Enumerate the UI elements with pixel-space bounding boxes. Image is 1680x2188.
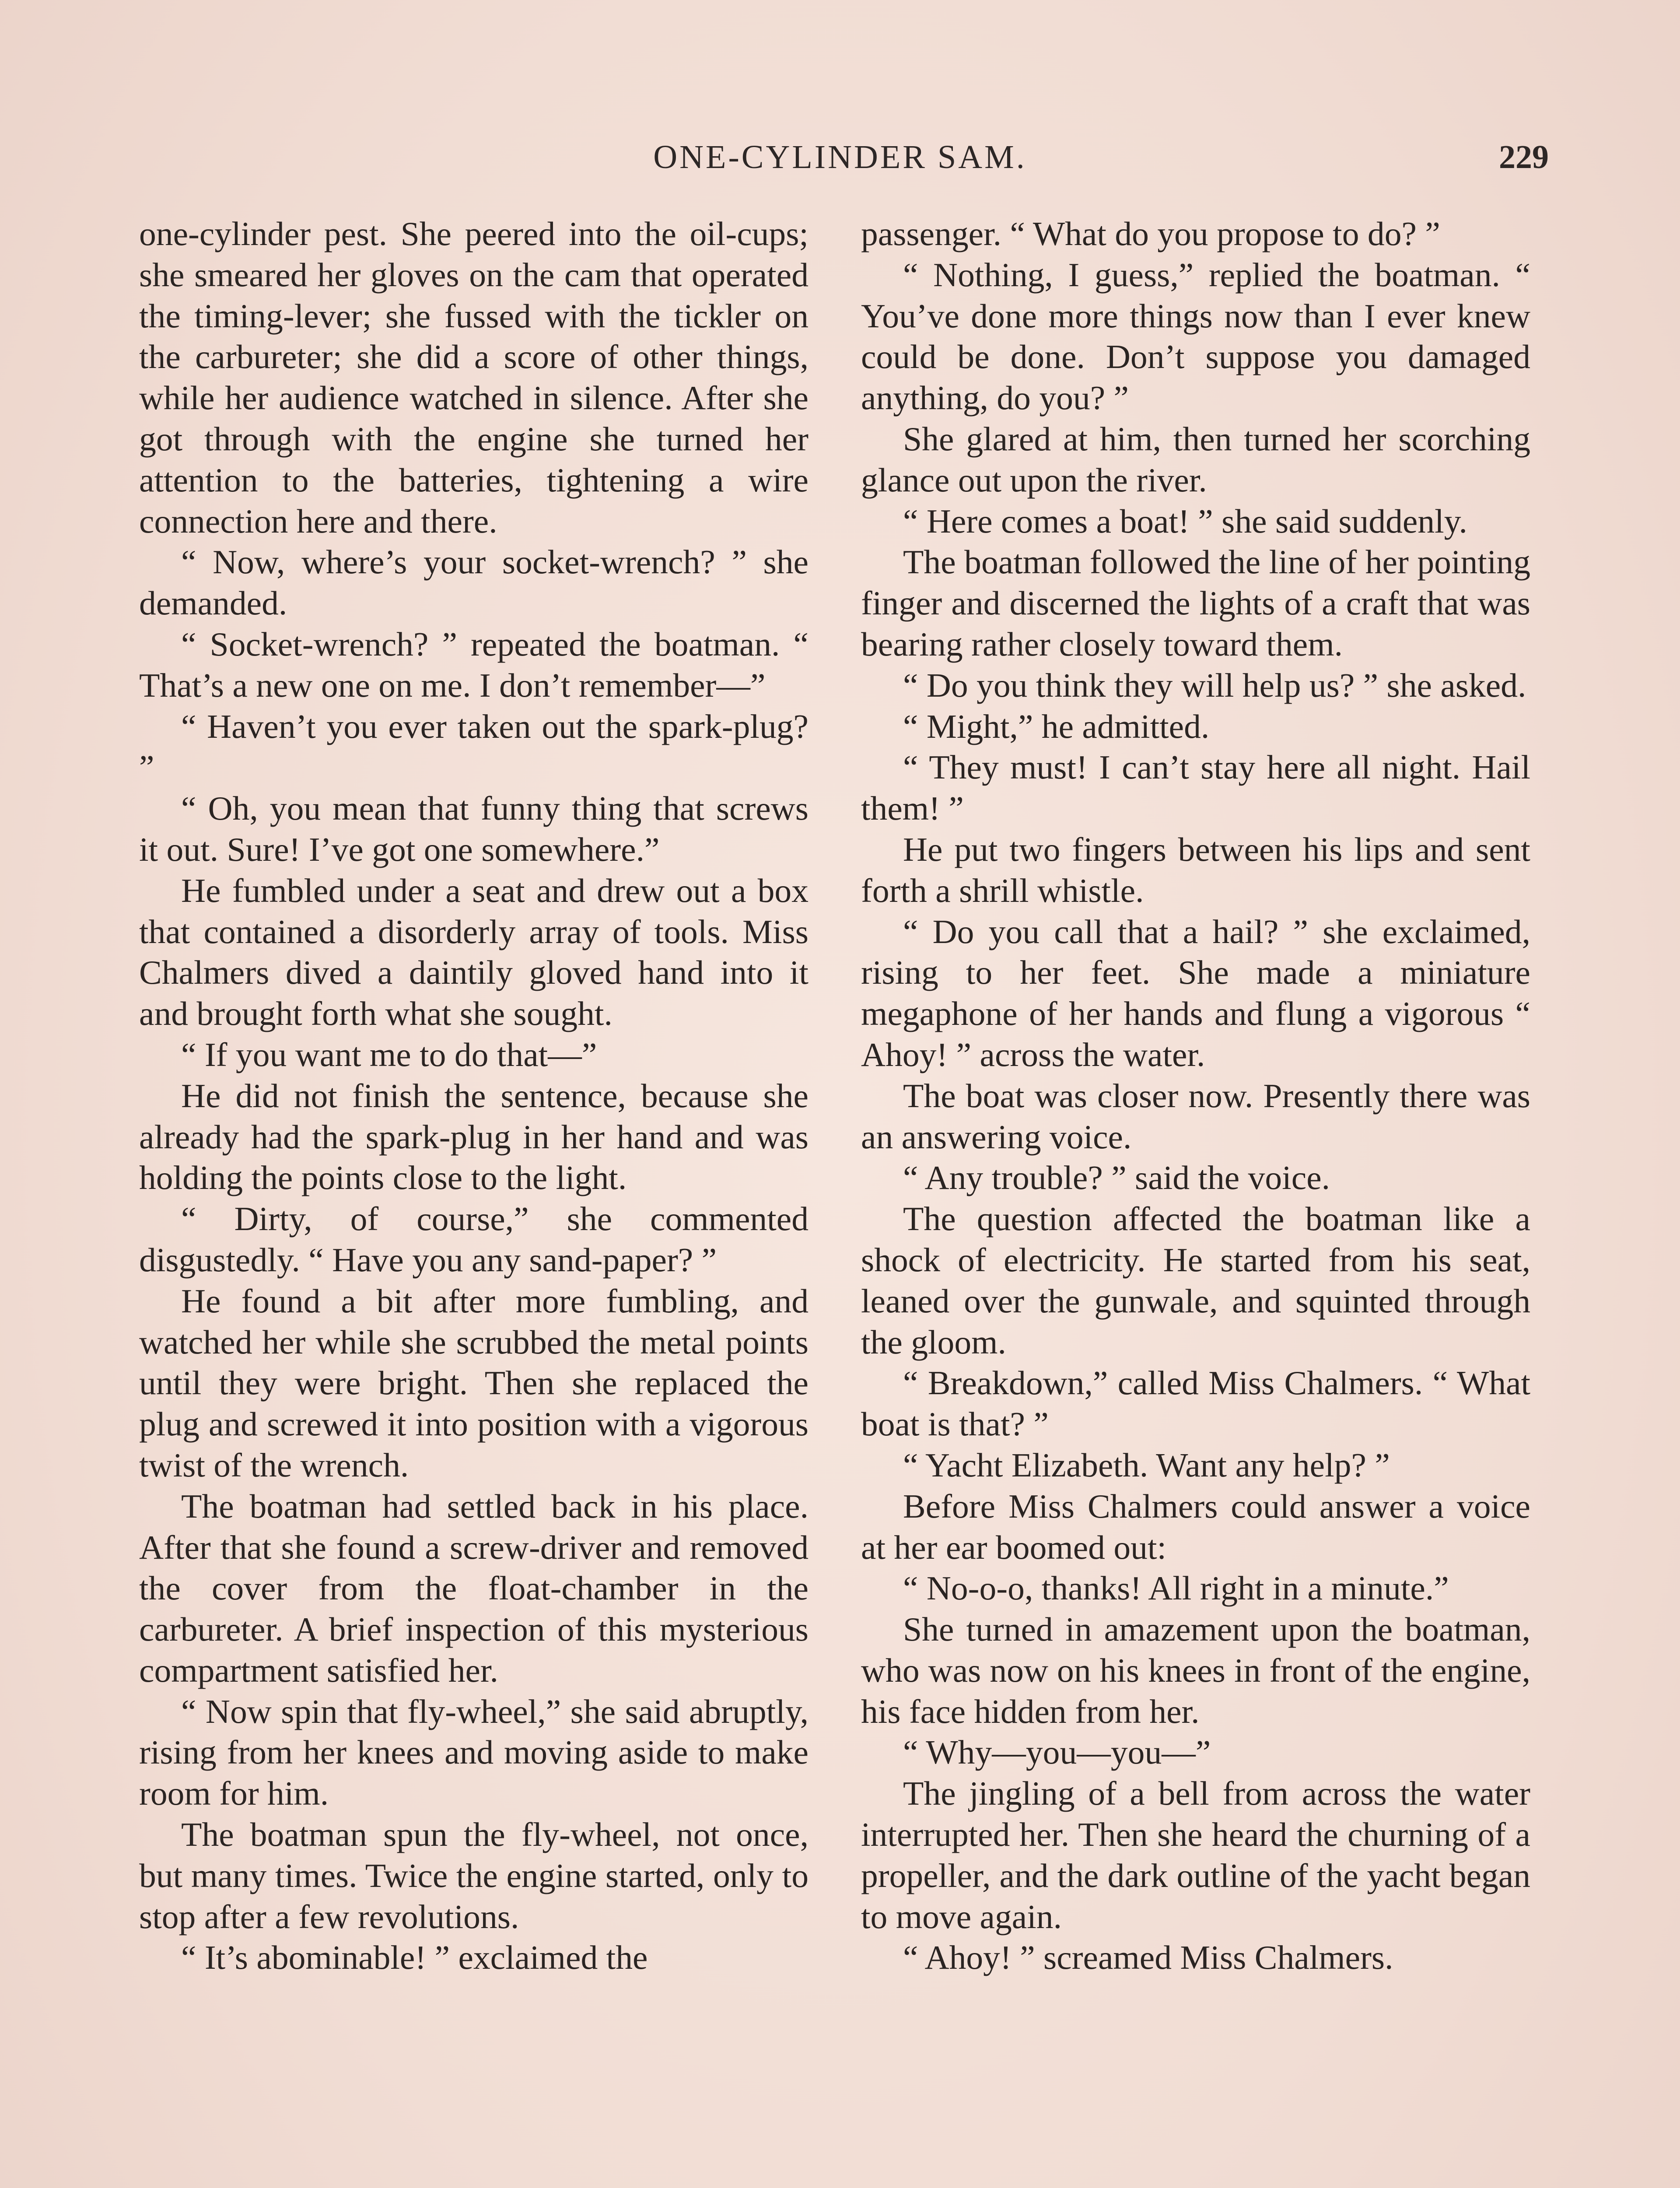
paragraph: Before Miss Chalmers could answer a voice at her ear boomed out: xyxy=(861,1487,1530,1566)
paragraph: The boat was closer now. Presently there was an answering voice. xyxy=(861,1076,1530,1156)
text-column-left xyxy=(139,214,808,1978)
running-title: ONE-CYLINDER SAM. xyxy=(653,139,1027,175)
text-column-right xyxy=(861,214,1530,1978)
paragraph: “ Haven’t you ever taken out the spark-plug? ” xyxy=(139,707,808,786)
paragraph: “ Breakdown,” called Miss Chalmers. “ What boat is that? ” xyxy=(861,1364,1530,1443)
paragraph: “ Here comes a boat! ” she said suddenly. xyxy=(903,502,1467,540)
paragraph: “ Why—you—you—” xyxy=(903,1733,1211,1771)
paragraph: “ Now spin that fly-wheel,” she said abruptly, rising from her knees and moving aside to make room for him. xyxy=(139,1692,808,1813)
paragraph: “ Any trouble? ” said the voice. xyxy=(903,1159,1330,1197)
paragraph: He found a bit after more fumbling, and watched her while she scrubbed the metal points until they were bright. Then she replaced the plug and screwed it into position with a vigorous twist of the wrench. xyxy=(139,1282,808,1484)
paragraph: “ Do you think they will help us? ” she asked. xyxy=(903,666,1526,704)
paragraph: “ Might,” he admitted. xyxy=(903,707,1210,745)
running-header xyxy=(0,138,1680,178)
paragraph: one-cylinder pest. She peered into the oil-cups; she smeared her gloves on the cam that operated the timing-lever; she fussed with the tickler on the carbureter; she did a score of other things, while her audience watched in silence. After she got through with the engine she turned her attention to the batteries, tightening a wire connection here and there. xyxy=(139,215,808,540)
paragraph: He put two fingers between his lips and sent forth a shrill whistle. xyxy=(861,830,1530,909)
paragraph: The boatman followed the line of her pointing finger and discerned the lights of a craft that was bearing rather closely toward them. xyxy=(861,543,1530,663)
paragraph: “ Nothing, I guess,” replied the boatman. “ You’ve done more things now than I ever knew could be done. Don’t suppose you damaged anything, do you? ” xyxy=(861,256,1530,417)
paragraph: “ If you want me to do that—” xyxy=(181,1035,597,1073)
paragraph: The jingling of a bell from across the water interrupted her. Then she heard the churning of a propeller, and the dark outline of the yacht began to move again. xyxy=(861,1774,1530,1936)
paragraph: passenger. “ What do you propose to do? ” xyxy=(861,215,1440,252)
paragraph: “ Now, where’s your socket-wrench? ” she demanded. xyxy=(139,543,808,622)
paragraph: She turned in amazement upon the boatman, who was now on his knees in front of the engine, his face hidden from her. xyxy=(861,1610,1530,1730)
paragraph: “ Yacht Elizabeth. Want any help? ” xyxy=(903,1446,1390,1484)
paragraph: The question affected the boatman like a shock of electricity. He started from his seat, leaned over the gunwale, and squinted through the gloom. xyxy=(861,1200,1530,1361)
page-number: 229 xyxy=(1499,139,1549,175)
paragraph: He fumbled under a seat and drew out a box that contained a disorderly array of tools. Miss Chalmers dived a daintily gloved hand into it and brought forth what she sought. xyxy=(139,871,808,1033)
paragraph: “ Oh, you mean that funny thing that screws it out. Sure! I’ve got one somewhere.” xyxy=(139,789,808,868)
paragraph: “ It’s abominable! ” exclaimed the xyxy=(181,1939,648,1977)
paragraph: “ Ahoy! ” screamed Miss Chalmers. xyxy=(903,1939,1393,1977)
paragraph: The boatman spun the fly-wheel, not once, but many times. Twice the engine started, only to stop after a few revolutions. xyxy=(139,1816,808,1936)
paragraph: “ They must! I can’t stay here all night. Hail them! ” xyxy=(861,748,1530,828)
paragraph: The boatman had settled back in his place. After that she found a screw-driver and removed the cover from the float-chamber in the carbureter. A brief inspection of this mysterious compartment satisfied her. xyxy=(139,1487,808,1689)
paragraph: “ No-o-o, thanks! All right in a minute.” xyxy=(903,1569,1449,1607)
paragraph: “ Dirty, of course,” she commented disgustedly. “ Have you any sand-paper? ” xyxy=(139,1200,808,1279)
paragraph: He did not finish the sentence, because she already had the spark-plug in her hand and was holding the points close to the light. xyxy=(139,1076,808,1197)
paragraph: “ Socket-wrench? ” repeated the boatman. “ That’s a new one on me. I don’t remember—” xyxy=(139,625,808,704)
paragraph: “ Do you call that a hail? ” she exclaimed, rising to her feet. She made a miniature megaphone of her hands and flung a vigorous “ Ahoy! ” across the water. xyxy=(861,912,1530,1073)
paragraph: She glared at him, then turned her scorching glance out upon the river. xyxy=(861,420,1530,499)
